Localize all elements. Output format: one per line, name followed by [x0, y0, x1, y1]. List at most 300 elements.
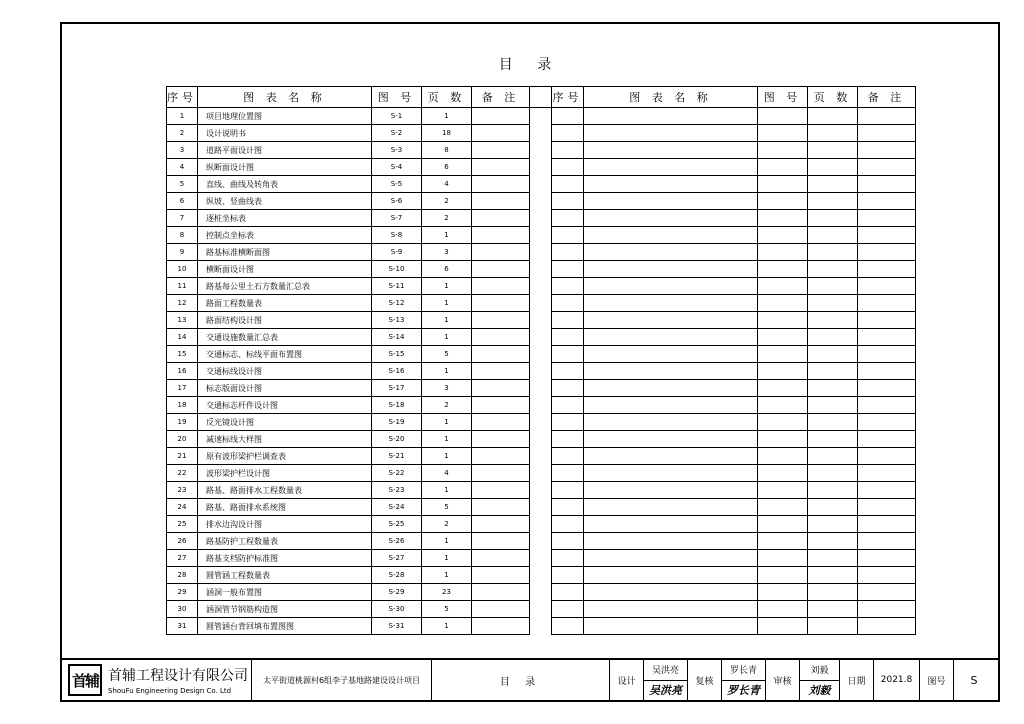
row-remark [472, 516, 530, 533]
row-code-right [758, 618, 808, 635]
row-code-right [758, 448, 808, 465]
row-seq: 21 [167, 448, 198, 465]
table-row [167, 601, 916, 618]
row-seq: 26 [167, 533, 198, 550]
row-code: S-14 [372, 329, 422, 346]
row-pages-right [808, 329, 858, 346]
row-code: S-10 [372, 261, 422, 278]
table-row [167, 142, 916, 159]
row-pages: 2 [422, 210, 472, 227]
row-remark [472, 533, 530, 550]
row-seq: 13 [167, 312, 198, 329]
row-pages: 1 [422, 618, 472, 635]
row-code: S-6 [372, 193, 422, 210]
row-pages-right [808, 584, 858, 601]
row-remark-right [858, 601, 916, 618]
row-pages: 6 [422, 159, 472, 176]
column-gap [530, 193, 552, 210]
project-name: 太平街道桃源村6组李子基地路建设设计项目 [252, 660, 432, 700]
row-seq: 27 [167, 550, 198, 567]
row-pages: 5 [422, 499, 472, 516]
row-remark-right [858, 227, 916, 244]
row-remark [472, 448, 530, 465]
column-gap [530, 550, 552, 567]
row-remark [472, 363, 530, 380]
row-seq: 2 [167, 125, 198, 142]
row-name-right [584, 312, 758, 329]
column-gap [530, 261, 552, 278]
row-name: 波形梁护栏设计图 [198, 465, 372, 482]
row-name-right [584, 159, 758, 176]
row-code: S-9 [372, 244, 422, 261]
row-code: S-4 [372, 159, 422, 176]
reviewer-signature: 刘毅 [808, 684, 831, 698]
row-pages: 5 [422, 601, 472, 618]
row-name: 原有波形梁护栏调查表 [198, 448, 372, 465]
row-code: S-15 [372, 346, 422, 363]
row-seq: 8 [167, 227, 198, 244]
reviewer-cell [800, 660, 840, 700]
row-seq-right [552, 550, 584, 567]
designer-signature: 吴洪亮 [649, 684, 682, 698]
row-remark-right [858, 397, 916, 414]
row-code-right [758, 329, 808, 346]
row-seq: 10 [167, 261, 198, 278]
row-seq: 9 [167, 244, 198, 261]
row-seq-right [552, 244, 584, 261]
row-name: 控制点坐标表 [198, 227, 372, 244]
row-pages-right [808, 567, 858, 584]
table-row [167, 176, 916, 193]
row-seq-right [552, 448, 584, 465]
row-name: 项目地理位置图 [198, 108, 372, 125]
row-seq: 12 [167, 295, 198, 312]
table-row [167, 159, 916, 176]
row-name-right [584, 601, 758, 618]
row-pages-right [808, 397, 858, 414]
table-row [167, 346, 916, 363]
row-pages-right [808, 295, 858, 312]
company-name-en: ShouFu Engineering Design Co. Ltd [108, 687, 232, 695]
row-seq-right [552, 210, 584, 227]
row-name: 纵断面设计图 [198, 159, 372, 176]
table-row [167, 533, 916, 550]
row-seq: 3 [167, 142, 198, 159]
row-seq: 11 [167, 278, 198, 295]
column-gap [530, 499, 552, 516]
column-gap [530, 567, 552, 584]
row-pages: 3 [422, 380, 472, 397]
header-pages-right: 页 数 [808, 87, 858, 108]
row-seq: 6 [167, 193, 198, 210]
row-remark-right [858, 210, 916, 227]
row-code: S-7 [372, 210, 422, 227]
row-code-right [758, 380, 808, 397]
row-seq: 15 [167, 346, 198, 363]
column-gap [530, 414, 552, 431]
row-seq-right [552, 431, 584, 448]
row-code-right [758, 516, 808, 533]
column-gap [530, 210, 552, 227]
row-code-right [758, 193, 808, 210]
row-code: S-28 [372, 567, 422, 584]
column-gap [530, 142, 552, 159]
row-remark [472, 584, 530, 601]
row-name: 逐桩坐标表 [198, 210, 372, 227]
column-gap [530, 278, 552, 295]
row-name-right [584, 295, 758, 312]
column-gap [530, 227, 552, 244]
row-code-right [758, 159, 808, 176]
table-row [167, 550, 916, 567]
row-remark-right [858, 516, 916, 533]
check-label: 复核 [688, 660, 722, 700]
row-pages: 6 [422, 261, 472, 278]
row-code-right [758, 295, 808, 312]
row-code-right [758, 567, 808, 584]
row-code: S-27 [372, 550, 422, 567]
column-gap [530, 176, 552, 193]
row-seq: 18 [167, 397, 198, 414]
header-seq-right: 序号 [552, 87, 584, 108]
row-name-right [584, 533, 758, 550]
row-code-right [758, 176, 808, 193]
row-name-right [584, 380, 758, 397]
row-seq-right [552, 159, 584, 176]
row-code-right [758, 482, 808, 499]
column-gap [530, 533, 552, 550]
row-name: 路基、路面排水工程数量表 [198, 482, 372, 499]
row-remark-right [858, 329, 916, 346]
row-remark [472, 346, 530, 363]
row-remark [472, 142, 530, 159]
column-gap [530, 346, 552, 363]
row-code-right [758, 244, 808, 261]
row-remark-right [858, 465, 916, 482]
table-row [167, 244, 916, 261]
row-seq: 28 [167, 567, 198, 584]
row-remark-right [858, 533, 916, 550]
row-pages: 1 [422, 567, 472, 584]
company-name: 首辅工程设计有限公司 [108, 668, 248, 684]
row-code-right [758, 346, 808, 363]
row-remark-right [858, 278, 916, 295]
row-name: 道路平面设计图 [198, 142, 372, 159]
row-seq-right [552, 329, 584, 346]
table-row [167, 278, 916, 295]
row-code-right [758, 550, 808, 567]
column-gap [530, 482, 552, 499]
row-name: 标志版面设计图 [198, 380, 372, 397]
column-gap [530, 448, 552, 465]
row-remark-right [858, 431, 916, 448]
checker-cell [722, 660, 766, 700]
row-remark [472, 193, 530, 210]
row-name-right [584, 414, 758, 431]
table-row [167, 499, 916, 516]
row-seq-right [552, 227, 584, 244]
row-code: S-20 [372, 431, 422, 448]
row-remark [472, 397, 530, 414]
column-gap [530, 329, 552, 346]
row-remark-right [858, 550, 916, 567]
row-pages: 2 [422, 397, 472, 414]
row-pages: 2 [422, 516, 472, 533]
row-seq-right [552, 601, 584, 618]
row-seq-right [552, 567, 584, 584]
reviewer-name: 刘毅 [800, 660, 839, 681]
row-remark [472, 465, 530, 482]
row-code: S-24 [372, 499, 422, 516]
row-remark [472, 380, 530, 397]
table-row [167, 125, 916, 142]
checker-name: 罗长青 [722, 660, 765, 681]
table-body [167, 108, 916, 635]
company-logo: 首辅 [68, 664, 102, 696]
table-row [167, 363, 916, 380]
row-name: 涵洞管节钢筋构造图 [198, 601, 372, 618]
column-gap [530, 295, 552, 312]
row-pages: 2 [422, 193, 472, 210]
row-pages-right [808, 227, 858, 244]
row-remark-right [858, 261, 916, 278]
row-seq-right [552, 465, 584, 482]
row-remark-right [858, 567, 916, 584]
row-pages-right [808, 465, 858, 482]
row-seq-right [552, 363, 584, 380]
page-title: 目 录 [498, 57, 562, 73]
row-seq: 20 [167, 431, 198, 448]
row-name-right [584, 567, 758, 584]
row-name: 设计说明书 [198, 125, 372, 142]
catalog-table [166, 86, 916, 635]
row-name: 圆管涵工程数量表 [198, 567, 372, 584]
row-seq-right [552, 346, 584, 363]
row-name-right [584, 363, 758, 380]
row-remark [472, 261, 530, 278]
header-name-right: 图 表 名 称 [584, 87, 758, 108]
row-pages: 1 [422, 329, 472, 346]
designer-name: 吴洪亮 [644, 660, 687, 681]
row-remark-right [858, 142, 916, 159]
table-row [167, 448, 916, 465]
row-code: S-2 [372, 125, 422, 142]
company-logo-cell [62, 660, 252, 700]
row-code: S-13 [372, 312, 422, 329]
row-seq-right [552, 380, 584, 397]
column-gap [530, 363, 552, 380]
designer-cell [644, 660, 688, 700]
row-pages: 18 [422, 125, 472, 142]
column-gap [530, 618, 552, 635]
row-remark-right [858, 380, 916, 397]
row-name-right [584, 210, 758, 227]
row-remark-right [858, 346, 916, 363]
table-row [167, 482, 916, 499]
row-pages-right [808, 108, 858, 125]
row-remark-right [858, 176, 916, 193]
row-name-right [584, 278, 758, 295]
row-seq-right [552, 516, 584, 533]
row-seq-right [552, 482, 584, 499]
row-name: 横断面设计图 [198, 261, 372, 278]
row-code: S-31 [372, 618, 422, 635]
row-name: 路基、路面排水系统图 [198, 499, 372, 516]
row-pages-right [808, 533, 858, 550]
row-seq: 14 [167, 329, 198, 346]
review-label: 审核 [766, 660, 800, 700]
row-remark-right [858, 108, 916, 125]
row-seq-right [552, 142, 584, 159]
row-code-right [758, 431, 808, 448]
row-name-right [584, 176, 758, 193]
row-code: S-19 [372, 414, 422, 431]
row-code-right [758, 533, 808, 550]
header-remark: 备 注 [472, 87, 530, 108]
table-row [167, 397, 916, 414]
row-remark [472, 278, 530, 295]
row-name-right [584, 516, 758, 533]
table-row [167, 380, 916, 397]
row-code: S-18 [372, 397, 422, 414]
row-code-right [758, 278, 808, 295]
row-remark [472, 550, 530, 567]
row-remark [472, 414, 530, 431]
header-name: 图 表 名 称 [198, 87, 372, 108]
row-pages-right [808, 380, 858, 397]
row-pages-right [808, 125, 858, 142]
row-remark-right [858, 193, 916, 210]
row-code: S-25 [372, 516, 422, 533]
row-pages-right [808, 499, 858, 516]
drawing-sheet [60, 22, 1000, 702]
row-name: 交通设施数量汇总表 [198, 329, 372, 346]
row-name: 交通标志杆件设计图 [198, 397, 372, 414]
row-seq-right [552, 533, 584, 550]
column-gap [530, 159, 552, 176]
row-seq-right [552, 584, 584, 601]
row-name: 涵洞一般布置图 [198, 584, 372, 601]
row-pages-right [808, 448, 858, 465]
row-code: S-29 [372, 584, 422, 601]
row-name-right [584, 618, 758, 635]
row-seq: 30 [167, 601, 198, 618]
row-remark-right [858, 244, 916, 261]
row-name-right [584, 448, 758, 465]
row-seq-right [552, 618, 584, 635]
row-seq: 29 [167, 584, 198, 601]
row-name: 路基标准横断面图 [198, 244, 372, 261]
row-seq-right [552, 261, 584, 278]
row-code-right [758, 601, 808, 618]
row-pages-right [808, 516, 858, 533]
row-remark-right [858, 312, 916, 329]
row-code: S-3 [372, 142, 422, 159]
row-remark-right [858, 363, 916, 380]
row-seq: 23 [167, 482, 198, 499]
column-gap [530, 584, 552, 601]
row-name: 纵坡、竖曲线表 [198, 193, 372, 210]
row-seq: 25 [167, 516, 198, 533]
table-row [167, 414, 916, 431]
table-row [167, 465, 916, 482]
row-name-right [584, 550, 758, 567]
row-pages-right [808, 601, 858, 618]
row-seq: 7 [167, 210, 198, 227]
row-pages: 3 [422, 244, 472, 261]
row-code-right [758, 210, 808, 227]
row-pages: 1 [422, 550, 472, 567]
row-remark-right [858, 125, 916, 142]
row-name-right [584, 346, 758, 363]
row-code-right [758, 414, 808, 431]
row-name-right [584, 397, 758, 414]
row-seq: 19 [167, 414, 198, 431]
row-remark-right [858, 159, 916, 176]
row-seq: 17 [167, 380, 198, 397]
row-name-right [584, 193, 758, 210]
row-seq-right [552, 414, 584, 431]
row-pages: 1 [422, 278, 472, 295]
row-remark [472, 210, 530, 227]
row-pages-right [808, 210, 858, 227]
row-remark [472, 108, 530, 125]
table-row [167, 567, 916, 584]
row-pages: 1 [422, 227, 472, 244]
row-code-right [758, 108, 808, 125]
row-pages: 5 [422, 346, 472, 363]
row-name-right [584, 244, 758, 261]
column-gap [530, 244, 552, 261]
row-remark-right [858, 618, 916, 635]
row-code: S-30 [372, 601, 422, 618]
row-seq-right [552, 193, 584, 210]
row-name: 路基防护工程数量表 [198, 533, 372, 550]
column-gap [530, 380, 552, 397]
row-pages-right [808, 176, 858, 193]
header-pages: 页 数 [422, 87, 472, 108]
row-pages-right [808, 312, 858, 329]
row-code-right [758, 363, 808, 380]
row-seq-right [552, 176, 584, 193]
column-gap [530, 87, 552, 108]
row-name-right [584, 329, 758, 346]
row-pages: 8 [422, 142, 472, 159]
table-row [167, 261, 916, 278]
row-code-right [758, 584, 808, 601]
row-pages-right [808, 618, 858, 635]
row-remark-right [858, 295, 916, 312]
table-row [167, 312, 916, 329]
row-code: S-5 [372, 176, 422, 193]
row-pages: 1 [422, 431, 472, 448]
table-row [167, 210, 916, 227]
row-remark [472, 125, 530, 142]
row-remark-right [858, 482, 916, 499]
row-seq-right [552, 108, 584, 125]
row-code-right [758, 397, 808, 414]
column-gap [530, 108, 552, 125]
row-code: S-8 [372, 227, 422, 244]
row-pages-right [808, 550, 858, 567]
table-row [167, 227, 916, 244]
row-pages-right [808, 278, 858, 295]
row-code: S-21 [372, 448, 422, 465]
row-pages: 4 [422, 176, 472, 193]
row-code-right [758, 312, 808, 329]
row-pages-right [808, 482, 858, 499]
row-code-right [758, 227, 808, 244]
